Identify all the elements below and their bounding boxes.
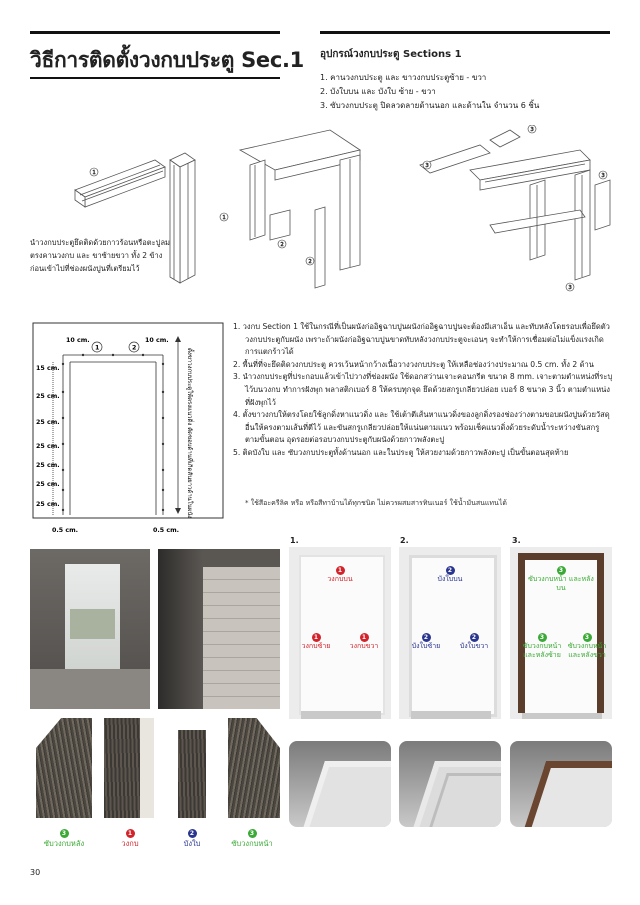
step-item: 1. วงกบ Section 1 ใช้ในกรณีที่เป็นผนังก่ออิฐฉาบปูนผนังก่ออิฐฉาบปูนจะต้องมีเสาเอ็น และทับหลังโดยรอบเพื่อยึดตัววงกบประตูกับผนัง เพราะถ้าผนังก่ออิฐฉาบปูนขาดทับหลังวงกบประตูจะเอนๆ จะทำให้การเชื่อมต่อไม่แข็งแรงเกิดการแตกร้าวได้ xyxy=(233,322,610,357)
panel3-top-tag xyxy=(527,566,595,593)
panel2-top-tag xyxy=(419,566,481,584)
panel3-left-tag xyxy=(520,633,564,660)
svg-text:1: 1 xyxy=(222,215,226,221)
swatch-marker: 3 xyxy=(248,829,257,838)
panel-tag-text: บังใบขวา xyxy=(459,642,489,650)
panel1-right-tag xyxy=(339,633,389,651)
panel-marker: 2 xyxy=(470,633,479,642)
panel-marker: 3 xyxy=(557,566,566,575)
dimension-diagram xyxy=(28,320,228,535)
svg-text:3: 3 xyxy=(568,285,572,291)
swatch-back-casing xyxy=(36,718,92,818)
parts-title: อุปกรณ์วงกบประตู Sections 1 xyxy=(320,49,462,60)
panel-tag-text: ซับวงกบหน้า และหลังบน xyxy=(528,575,594,592)
corner-closeup-3 xyxy=(510,741,612,827)
panel3-right-tag xyxy=(565,633,609,660)
panel-marker: 2 xyxy=(446,566,455,575)
panel2-left-tag xyxy=(401,633,451,651)
panel-tag-text: บังใบซ้าย xyxy=(411,642,441,650)
step-item: 5. ติดบังใบ และ ซับวงกบประตูทั้งด้านนอก และในประตู ให้สวยงามด้วยกาวพลังตะปู เป็นขั้นตอนสุดท้าย xyxy=(233,447,569,457)
step-item: 4. ตั้งขาวงกบให้ตรงโดยใช้ลูกดิ่งหาแนวดิ่ง และ ใช้เต้าตีเส้นหาแนวดิ่งของลูกดิ่งรองช่องว่างตามขอบผนังปูนด้วยวัสดุอื่นให้ครงตามเส้นที่ตีไว้ และขันสกรูเกลียวปล่อยให้แน่นตามแนว พร้อมเช็คแนวดิ่งด้วยระดับน้ำระหว่างขันสกรูตามขั้นตอน อุดรอยต่อรอบวงกบประตูกับผนังด้วยกาวพลังตะปู xyxy=(233,410,610,445)
svg-text:1: 1 xyxy=(92,170,96,176)
top-rule-right xyxy=(320,31,610,34)
side-dim: 25 cm. xyxy=(36,419,60,426)
swatch-marker: 3 xyxy=(60,829,69,838)
bottom-dim-right: 0.5 cm. xyxy=(153,527,180,534)
panel-marker: 3 xyxy=(583,633,592,642)
panel-tag-text: วงกบขวา xyxy=(349,642,379,650)
assembly-illustration xyxy=(60,125,620,305)
panel-number: 2. xyxy=(400,536,409,545)
step-item: 2. พื้นที่ที่จะยึดติดวงกบประตู ควรเว้นหน้ากว้างเนื้อวางวงกบประตู ให้เหลือช่องว่างประมาณ 0.5 cm. ทั้ง 2 ด้าน xyxy=(233,359,594,369)
swatch-stop xyxy=(178,730,206,818)
diagram-marker-2: 2 xyxy=(132,344,137,352)
panel-marker: 3 xyxy=(538,633,547,642)
corner-closeup-1 xyxy=(289,741,391,827)
vertical-note: ตั้งขาวงกบประตูให้ตรงแนวดิ่ง ตัดขอบด้านที่เกิดสันยาวด้านในผนัง xyxy=(186,348,193,519)
panel-number: 3. xyxy=(512,536,521,545)
swatch-label-stop xyxy=(162,828,222,850)
top-dim-right: 10 cm. xyxy=(145,337,169,344)
side-dim: 25 cm. xyxy=(36,501,60,508)
swatch-label-front xyxy=(222,828,282,850)
panel-tag-text: บังใบบน xyxy=(437,575,463,583)
panel-tag-text: วงกบบน xyxy=(327,575,353,583)
swatch-text: ซับวงกบหลัง xyxy=(43,839,85,848)
swatch-text: วงกบ xyxy=(121,839,139,848)
top-dim-left: 10 cm. xyxy=(66,337,90,344)
diagram-marker-1: 1 xyxy=(95,344,100,352)
side-dim: 15 cm. xyxy=(36,365,60,372)
top-rule-left xyxy=(30,31,280,34)
panel-tag-text: ซับวงกบหน้า และหลังซ้าย xyxy=(522,642,562,659)
bottom-dim-left: 0.5 cm. xyxy=(52,527,79,534)
panel1-top-tag xyxy=(309,566,371,584)
svg-text:3: 3 xyxy=(601,173,605,179)
installation-steps xyxy=(233,321,613,460)
page-title: วิธีการติดตั้งวงกบประตู Sec.1 xyxy=(30,48,304,72)
step-item: 3. นำวงกบประตูที่ประกอบแล้วเข้าไปวางที่ช่องผนัง ใช้ดอกสว่านเจาะคอนกรีต ขนาด 8 mm. เจาะตามตำแหน่งที่ระบุไว้บนวงกบ ทำการฝังพุก พลาสติกเบอร์ 8 ให้ครบทุกจุด ยึดด้วยสกรูเกลียวปล่อย เบอร์ 8 ขนาด 3 นิ้ว ตามตำแหน่งที่ฝังพุกไว้ xyxy=(233,372,613,407)
svg-text:3: 3 xyxy=(530,127,534,133)
swatch-label-back xyxy=(34,828,94,850)
page-number: 30 xyxy=(30,868,41,877)
swatch-marker: 2 xyxy=(188,829,197,838)
panel-number: 1. xyxy=(290,536,299,545)
svg-text:3: 3 xyxy=(425,163,429,169)
svg-text:2: 2 xyxy=(280,242,284,248)
swatch-marker: 1 xyxy=(126,829,135,838)
swatch-text: บังใบ xyxy=(183,839,201,848)
panel-tag-text: ซับวงกบหน้า และหลังขวา xyxy=(567,642,607,659)
side-dim: 25 cm. xyxy=(36,481,60,488)
panel-marker: 1 xyxy=(312,633,321,642)
corner-closeup-2 xyxy=(399,741,501,827)
swatch-front-casing xyxy=(228,718,280,818)
panel-marker: 1 xyxy=(336,566,345,575)
swatch-frame xyxy=(104,718,154,818)
side-dim: 25 cm. xyxy=(36,443,60,450)
swatch-text: ซับวงกบหน้า xyxy=(231,839,273,848)
parts-list xyxy=(320,71,539,113)
title-underline xyxy=(30,77,280,79)
side-dim: 25 cm. xyxy=(36,462,60,469)
panel-marker: 1 xyxy=(360,633,369,642)
wall-opening-photo-left xyxy=(30,549,150,709)
panel2-right-tag xyxy=(449,633,499,651)
side-dim: 25 cm. xyxy=(36,393,60,400)
swatch-label-frame xyxy=(100,828,160,850)
assembly-caption: นำวงกบประตูยึดติดด้วยกาวร้อนหรือตะปูลม ตรงคานวงกบ และ ขาซ้ายขวา ทั้ง 2 ข้าง ก่อนเข้าไปที่ช่องผนังปูนที่เตรียมไว้ xyxy=(30,238,170,273)
parts-item: 2. บังใบบน และ บังใบ ซ้าย - ขวา xyxy=(320,87,436,96)
paint-note: * ใช้สีอะครีลิค หรือ หรือสีทาบ้านได้ทุกชนิด ไม่ควรผสมสารทินเนอร์ ใช้น้ำมันสนแทนได้ xyxy=(245,499,507,507)
parts-item: 3. ซับวงกบประตู ปิดลวดลายด้านนอก และด้านใน จำนวน 6 ชิ้น xyxy=(320,101,540,110)
panel1-left-tag xyxy=(291,633,341,651)
panel-tag-text: วงกบซ้าย xyxy=(301,642,331,650)
wall-opening-photo-right xyxy=(158,549,280,709)
parts-item: 1. คานวงกบประตู และ ขาวงกบประตูซ้าย - ขวา xyxy=(320,73,487,82)
svg-text:2: 2 xyxy=(308,259,312,265)
panel-marker: 2 xyxy=(422,633,431,642)
